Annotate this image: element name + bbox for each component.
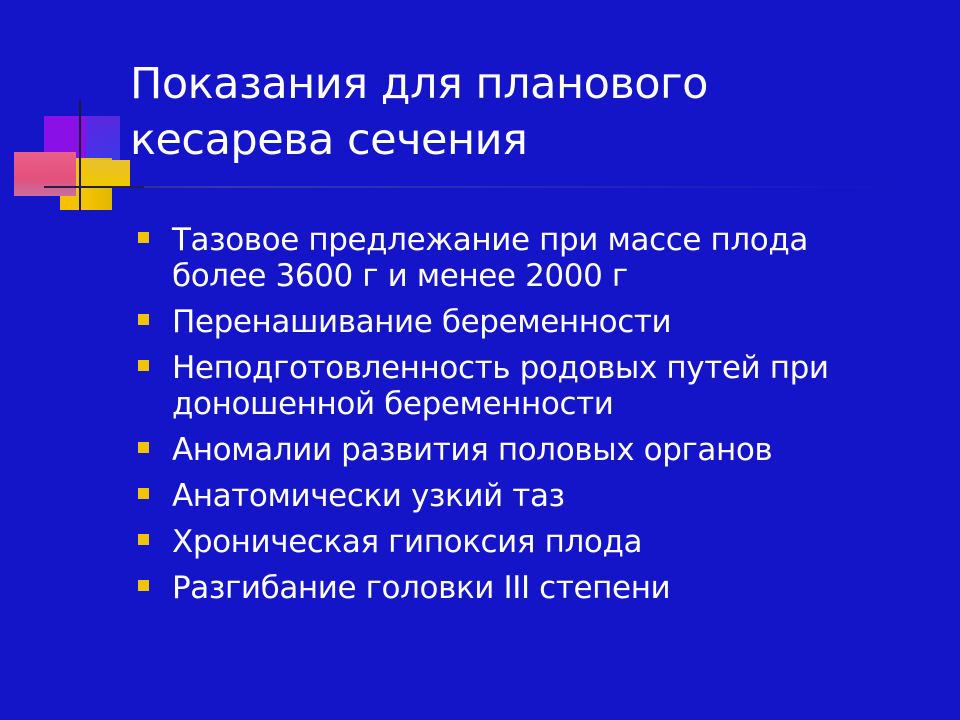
bullet-text: Неподготовленность родовых путей при (172, 350, 829, 386)
bullet-text: Аномалии развития половых органов (172, 432, 773, 468)
bullet-item (132, 524, 912, 560)
square-bullet-icon (138, 580, 149, 591)
bullet-text: Анатомически узкий таз (172, 478, 565, 514)
title-underline-dark (44, 186, 144, 188)
slide-title-line-2: кесарева сечения (130, 115, 528, 165)
bullet-list (132, 222, 912, 616)
bullet-text-continued: доношенной беременности (172, 386, 614, 422)
decor-square-pink (14, 152, 76, 196)
bullet-item (132, 222, 912, 294)
decor-square-blue (86, 116, 120, 160)
bullet-text-continued: более 3600 г и менее 2000 г (172, 258, 628, 294)
square-bullet-icon (138, 534, 149, 545)
square-bullet-icon (138, 314, 149, 325)
square-bullet-icon (138, 232, 149, 243)
bullet-item (132, 350, 912, 422)
decor-square-yellow-small (86, 160, 130, 186)
decor-vertical-line (79, 100, 81, 212)
title-underline (44, 186, 924, 188)
bullet-text: Хроническая гипоксия плода (172, 524, 643, 560)
bullet-text: Разгибание головки III степени (172, 570, 671, 606)
slide-title-line-1: Показания для планового (130, 59, 708, 109)
bullet-item (132, 432, 912, 468)
slide-title (130, 56, 930, 168)
bullet-text: Тазовое предлежание при массе плода (172, 222, 808, 258)
bullet-item (132, 478, 912, 514)
square-bullet-icon (138, 488, 149, 499)
square-bullet-icon (138, 360, 149, 371)
bullet-item (132, 570, 912, 606)
square-bullet-icon (138, 442, 149, 453)
bullet-text: Перенашивание беременности (172, 304, 672, 340)
bullet-item (132, 304, 912, 340)
